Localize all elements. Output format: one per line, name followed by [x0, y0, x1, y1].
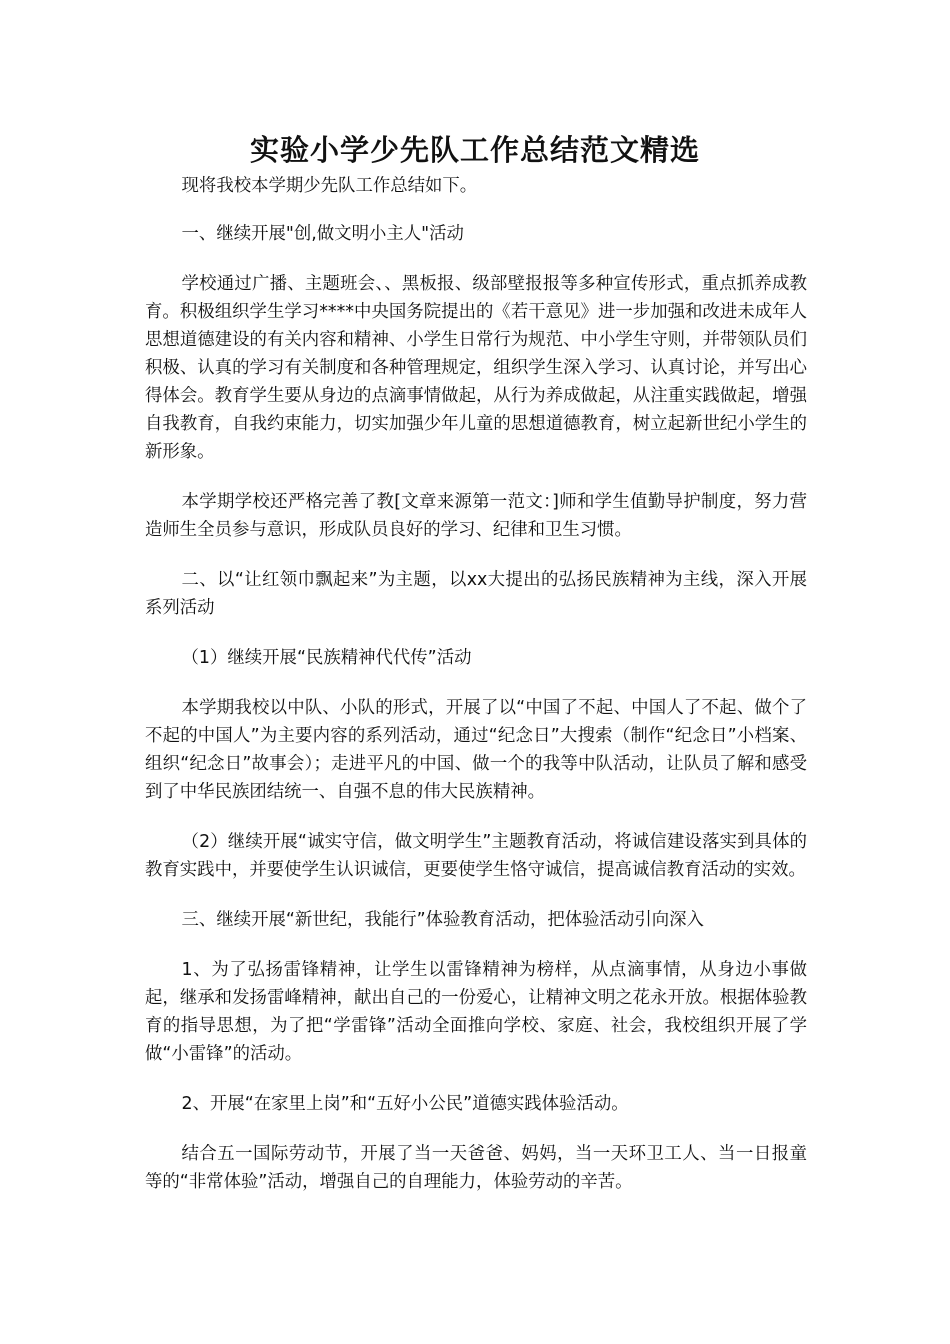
- paragraph-intro: 现将我校本学期少先队工作总结如下。: [181, 176, 478, 196]
- document-title: 实验小学少先队工作总结范文精选: [249, 133, 700, 167]
- paragraph: （2）继续开展“诚实守信，做文明学生”主题教育活动，将诚信建设落实到具体的教育实践中，并要使学生认识诚信，更要使学生恪守诚信，提高诚信教育活动的实效。: [145, 832, 807, 880]
- paragraph: 结合五一国际劳动节，开展了当一天爸爸、妈妈，当一天环卫工人、当一日报童等的“非常体验”活动，增强自己的自理能力，体验劳动的辛苦。: [145, 1144, 807, 1192]
- section-heading-3: 三、继续开展“新世纪，我能行”体验教育活动，把体验活动引向深入: [181, 910, 704, 930]
- paragraph: 1、为了弘扬雷锋精神，让学生以雷锋精神为榜样，从点滴事情，从身边小事做起，继承和发扬雷峰精神，献出自己的一份爱心，让精神文明之花永开放。根据体验教育的指导思想，为了把“学雷锋”活动全面推向学校、家庭、社会，我校组织开展了学做“小雷锋”的活动。: [145, 960, 807, 1064]
- document-body: [145, 172, 807, 1218]
- paragraph: 学校通过广播、主题班会、、黑板报、级部壁报报等多种宣传形式，重点抓养成教育。积极组织学生学习****中央国务院提出的《若干意见》进一步加强和改进未成年人思想道德建设的有关内容和精神、小学生日常行为规范、中小学生守则，并带领队员们积极、认真的学习有关制度和各种管理规定，组织学生深入学习、认真讨论，并写出心得体会。教育学生要从身边的点滴事情做起，从行为养成做起，从注重实践做起，增强自我教育，自我约束能力，切实加强少年儿童的思想道德教育，树立起新世纪小学生的新形象。: [145, 274, 807, 462]
- paragraph: 本学期学校还严格完善了教[文章来源第一范文：]师和学生值勤导护制度，努力营造师生全员参与意识，形成队员良好的学习、纪律和卫生习惯。: [145, 492, 807, 540]
- section-heading-1: 一、继续开展"创,做文明小主人"活动: [181, 224, 464, 244]
- paragraph: 2、开展“在家里上岗”和“五好小公民”道德实践体验活动。: [181, 1094, 629, 1114]
- section-heading-2: 二、以“让红领巾飘起来”为主题，以xx大提出的弘扬民族精神为主线，深入开展系列活动: [145, 570, 807, 618]
- paragraph: 本学期我校以中队、小队的形式，开展了以“中国了不起、中国人了不起、做个了不起的中国人”为主要内容的系列活动，通过“纪念日”大搜索（制作“纪念日”小档案、组织“纪念日”故事会）；走进平凡的中国、做一个的我等中队活动，让队员了解和感受到了中华民族团结统一、自强不息的伟大民族精神。: [145, 698, 807, 802]
- subsection-heading-1: （1）继续开展“民族精神代代传”活动: [181, 648, 472, 668]
